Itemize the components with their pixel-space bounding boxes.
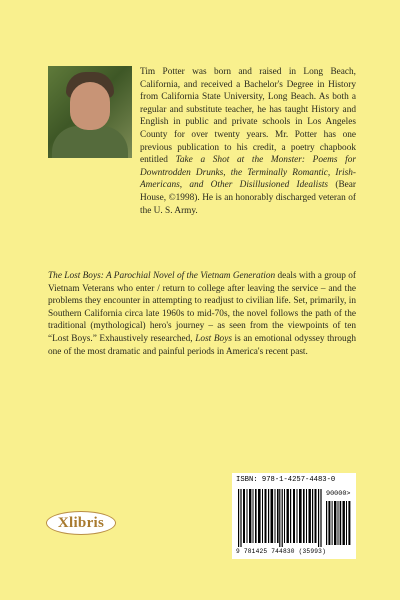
publisher-logo-text: Xlibris bbox=[57, 514, 105, 531]
author-photo bbox=[48, 66, 132, 158]
publisher-logo bbox=[46, 511, 116, 535]
synopsis-part1: deals with a group of Vietnam Veterans who enter / return to college after leaving the service – and the problems they encounter in attempting to readjust to civilian life. Set, primarily, in Southern California circa late 1960s to mid-70s, the novel follows the path of the traditional (mythological) hero's journey – as seen from the viewpoints of ten “Lost Boys.” Exhaustively researched, bbox=[48, 271, 356, 344]
synopsis-part2: is an emotional odyssey through one of the most dramatic and painful periods in America's recent past. bbox=[48, 333, 357, 357]
barcode bbox=[232, 473, 356, 559]
price-code: 90000> bbox=[326, 490, 351, 498]
bio-intro: Tim Potter was born and raised in Long Beach, California, and received a Bachelor's Degree in History from California State University, Long Beach. As both a regular and substitute teacher, he has taught History and English in public and private schools in Los Angeles County for over twenty years. Mr. Potter has one previous publication to his credit, a poetry chapbook entitled bbox=[140, 67, 356, 166]
isbn-label: ISBN: 978-1-4257-4483-0 bbox=[236, 476, 336, 484]
book-synopsis bbox=[48, 270, 356, 358]
bio-closing: (Bear House, ©1998). He is an honorably discharged veteran of the U. S. Army. bbox=[140, 180, 356, 216]
barcode-digits: 9 781425 744830 (35993) bbox=[236, 548, 327, 555]
author-bio bbox=[140, 66, 356, 217]
short-title: Lost Boys bbox=[195, 333, 232, 344]
book-title: The Lost Boys: A Parochial Novel of the Vietnam Generation bbox=[48, 271, 276, 281]
chapbook-title: Take a Shot at the Monster: Poems for Downtrodden Drunks, the Terminally Romantic, Irish-Americans, and Other Disillusioned Idealists bbox=[140, 155, 356, 191]
barcode-main-bars bbox=[238, 489, 322, 547]
barcode-supplement-bars bbox=[326, 501, 352, 545]
